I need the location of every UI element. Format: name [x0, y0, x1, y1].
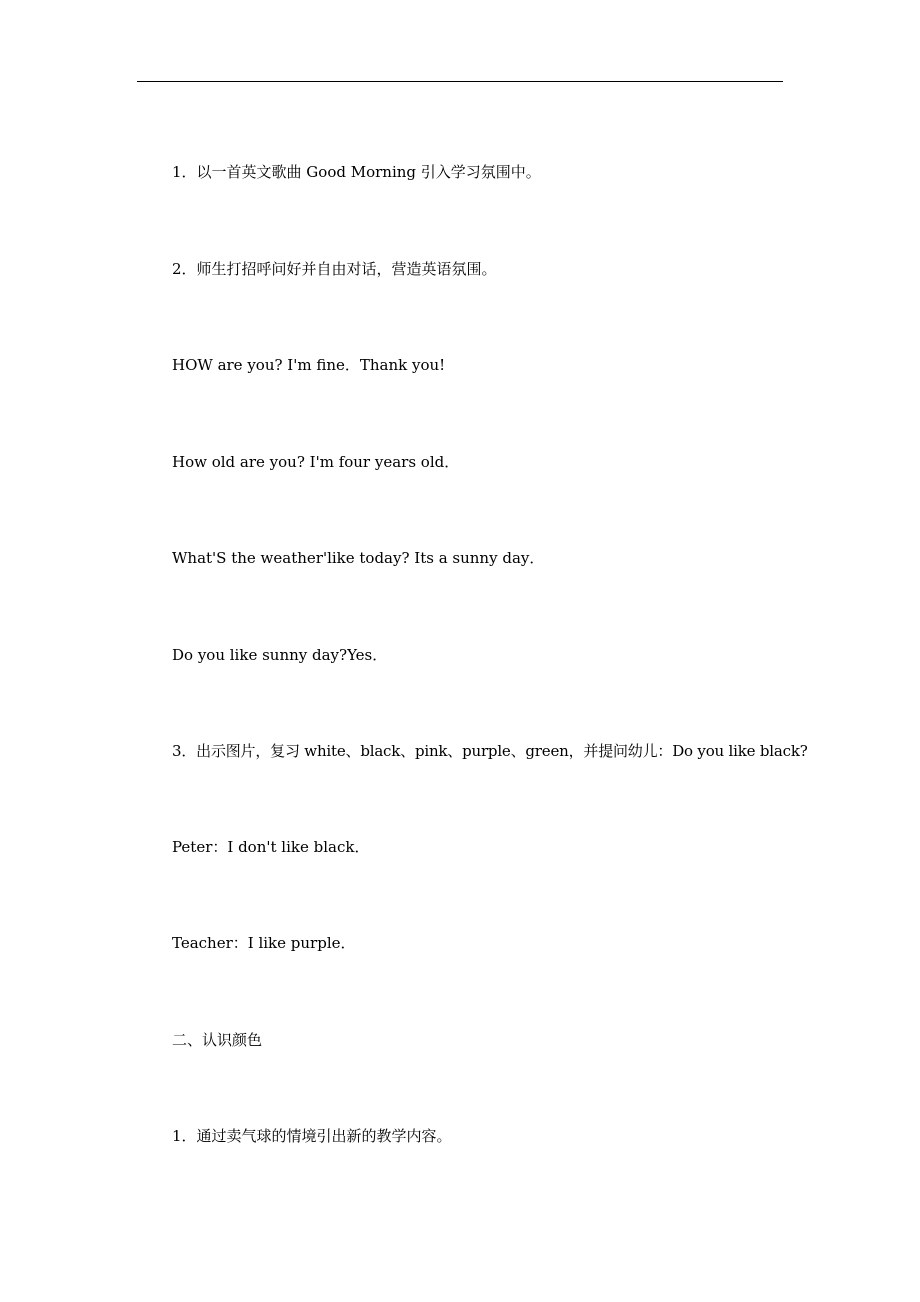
text-line-sunny-day: Do you like sunny day?Yes．: [172, 646, 388, 664]
text-line-song-intro: 1．以一首英文歌曲 Good Morning 引入学习氛围中。: [172, 163, 541, 181]
text-line-peter: Peter：I don't like black．: [172, 838, 370, 856]
text-line-greeting: 2．师生打招呼问好并自由对话，营造英语氛围。: [172, 260, 497, 278]
text-line-how-old: How old are you? I'm four years old．: [172, 453, 460, 471]
text-line-review-colors: 3．出示图片，复习 white、black、pink、purple、green，并提问幼儿：Do you like black?: [172, 742, 808, 760]
header-rule: [137, 81, 783, 82]
text-line-balloon-scenario: 1．通过卖气球的情境引出新的教学内容。: [172, 1127, 452, 1145]
text-line-teacher: Teacher：I like purple．: [172, 934, 356, 952]
section-heading-colors: 二、认识颜色: [172, 1031, 263, 1049]
text-line-weather: What'S the weather'like today? Its a sunny day．: [172, 549, 545, 567]
text-line-how-are-you: HOW are you? I'm fine．Thank you!: [172, 356, 446, 374]
